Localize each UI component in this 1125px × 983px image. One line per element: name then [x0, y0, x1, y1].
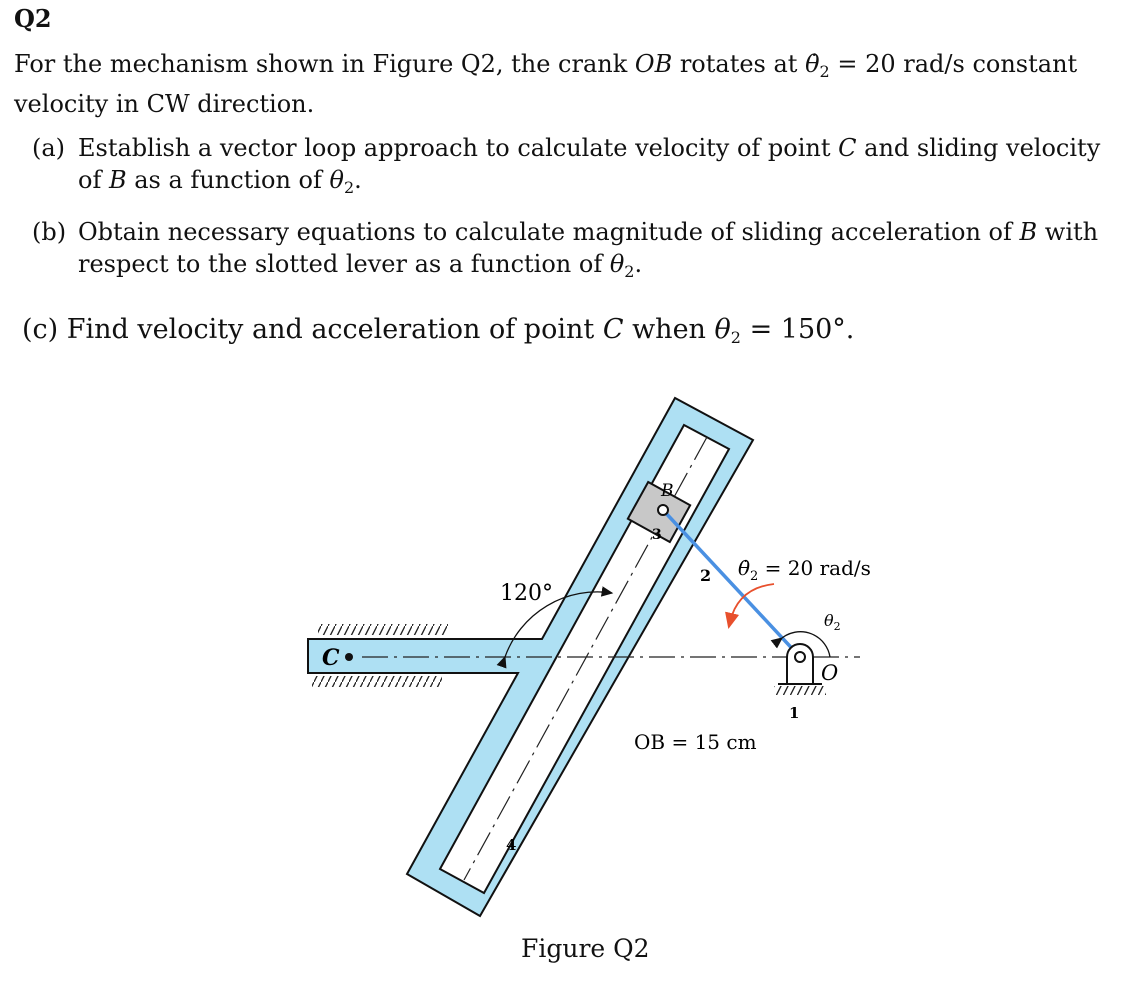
crank-ob-link-2	[663, 510, 800, 657]
part-c: (c) Find velocity and acceleration of point C when $\theta_2 = 150^\circ$.	[22, 314, 855, 347]
label-120-deg: 120°	[500, 581, 553, 606]
part-a: (a) Establish a vector loop approach to calculate velocity of point C and sliding velocity of B as a function of $\theta_2$.	[32, 134, 1101, 197]
label-c: C	[322, 645, 340, 671]
label-link-4: 4	[506, 836, 517, 854]
question-number: Q2	[14, 4, 52, 33]
label-link-1: 1	[789, 704, 800, 722]
mechanism-figure	[300, 388, 900, 928]
label-b: B	[661, 481, 674, 501]
ground-pivot-o	[774, 644, 826, 695]
label-link-2: 2	[700, 566, 712, 585]
label-ob-length: OB = 15 cm	[634, 730, 757, 754]
label-theta2: $\theta_2$	[824, 611, 841, 633]
pin-b	[658, 505, 668, 515]
point-c-pin	[345, 653, 353, 661]
label-angular-velocity: $\thetȧ_2 = 20$ rad/s	[738, 556, 871, 584]
figure-caption: Figure Q2	[521, 934, 650, 963]
label-o: O	[821, 661, 839, 685]
problem-statement: For the mechanism shown in Figure Q2, the crank OB rotates at $\thetȧ_2 = 20$ rad/s constant velocity in CW direction.	[14, 50, 1078, 118]
part-b: (b) Obtain necessary equations to calculate magnitude of sliding acceleration of B with respect to the slotted lever as a function of $\theta_2$.	[32, 218, 1099, 281]
label-link-3: 3	[652, 527, 662, 543]
